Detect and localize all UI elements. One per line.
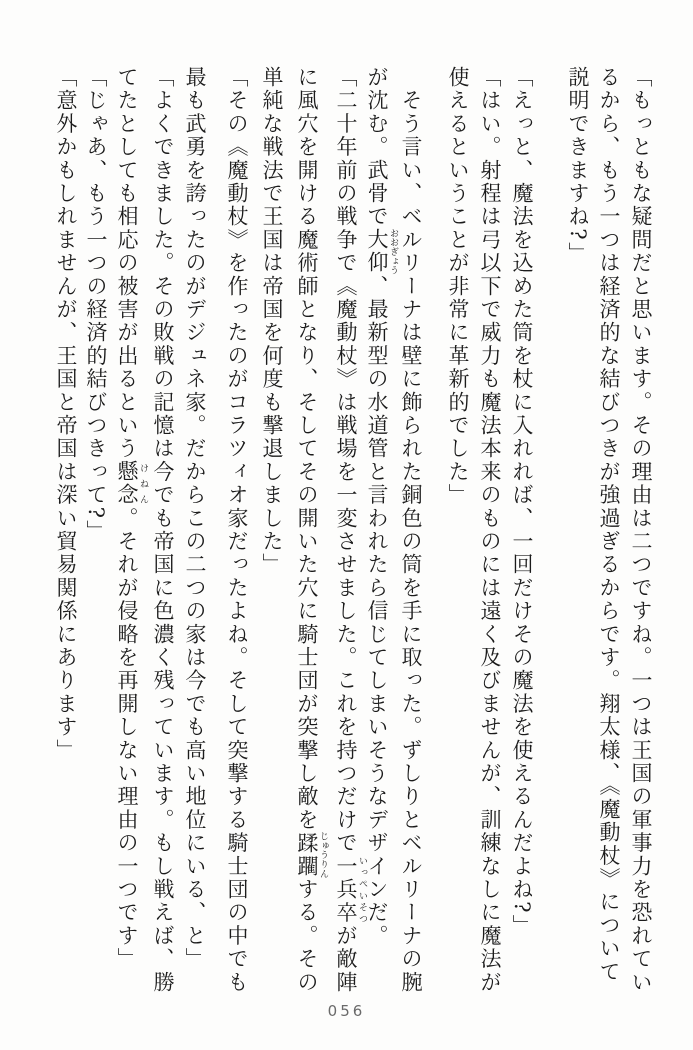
text-column: が沈む。武骨で大仰 おおぎょう、最新型の水道管と言われたら信じてしまいそうなデザインだ。: [365, 66, 398, 948]
text-column: 「二十年前の戦争で《魔動杖》は戦場を一変させました。これを持つだけで一兵卒 いっぺいそつが敵陣: [334, 66, 367, 995]
furigana-annotated-word: 蹂躙 じゅうりん: [295, 831, 328, 879]
text-column: てたとしても相応の被害が出るという懸念 けねん。それが侵略を再開しない理由の一つです」: [115, 66, 148, 971]
text-column: 「じゃあ、もう一つの経済的結びつきって?」: [84, 66, 108, 544]
text-column: 使えるということが非常に革新的でした」: [446, 66, 470, 507]
text-column: 説明できますね?」: [566, 66, 590, 266]
text-column: に風穴を開ける魔術師となり、そしてその開いた穴に騎士団が突撃し敵を蹂躙 じゅうりんする。その: [295, 66, 328, 995]
page-number: 056: [327, 1002, 366, 1020]
text-column: 最も武勇を誇ったのがデジュネ家。だからこの二つの家は今でも高い地位にいる、と」: [183, 66, 207, 971]
text-column: 「もっともな疑問だと思います。その理由は二つですね。一つは王国の軍事力を恐れてい: [629, 66, 653, 994]
furigana-annotated-word: 一兵卒 いっぺいそつ: [334, 854, 367, 925]
furigana-annotated-word: 大仰 おおぎょう: [365, 228, 398, 275]
text-column: 「その《魔動杖》を作ったのがコラツィオ家だったよね。そして突撃する騎士団の中でも: [225, 66, 249, 994]
text-column: 「よくできました。その敗戦の記憶は今でも帝国に色濃く残っています。もし戦えば、勝: [151, 66, 175, 994]
text-column: 単純な戦法で王国は帝国を何度も撃退しました」: [260, 66, 284, 577]
text-column: 「はい。射程は弓以下で威力も魔法本来のものには遠く及びませんが、訓練なしに魔法が: [478, 66, 502, 995]
text-column: 「えっと、魔法を込めた筒を杖に入れれば、一回だけその魔法を使えるんだよね?」: [510, 66, 534, 938]
text-column: そう言い、ベルリーナは壁に飾られた銅色の筒を手に取った。ずしりとベルリーナの腕: [399, 66, 423, 994]
text-column: 「意外かもしれませんが、王国と帝国は深い貿易関係にあります」: [54, 66, 78, 762]
text-column: るから、もう一つは経済的な結びつきが強過ぎるからです。翔太様、《魔動杖》について: [597, 66, 621, 984]
furigana-annotated-word: 懸念 けねん: [115, 460, 148, 507]
